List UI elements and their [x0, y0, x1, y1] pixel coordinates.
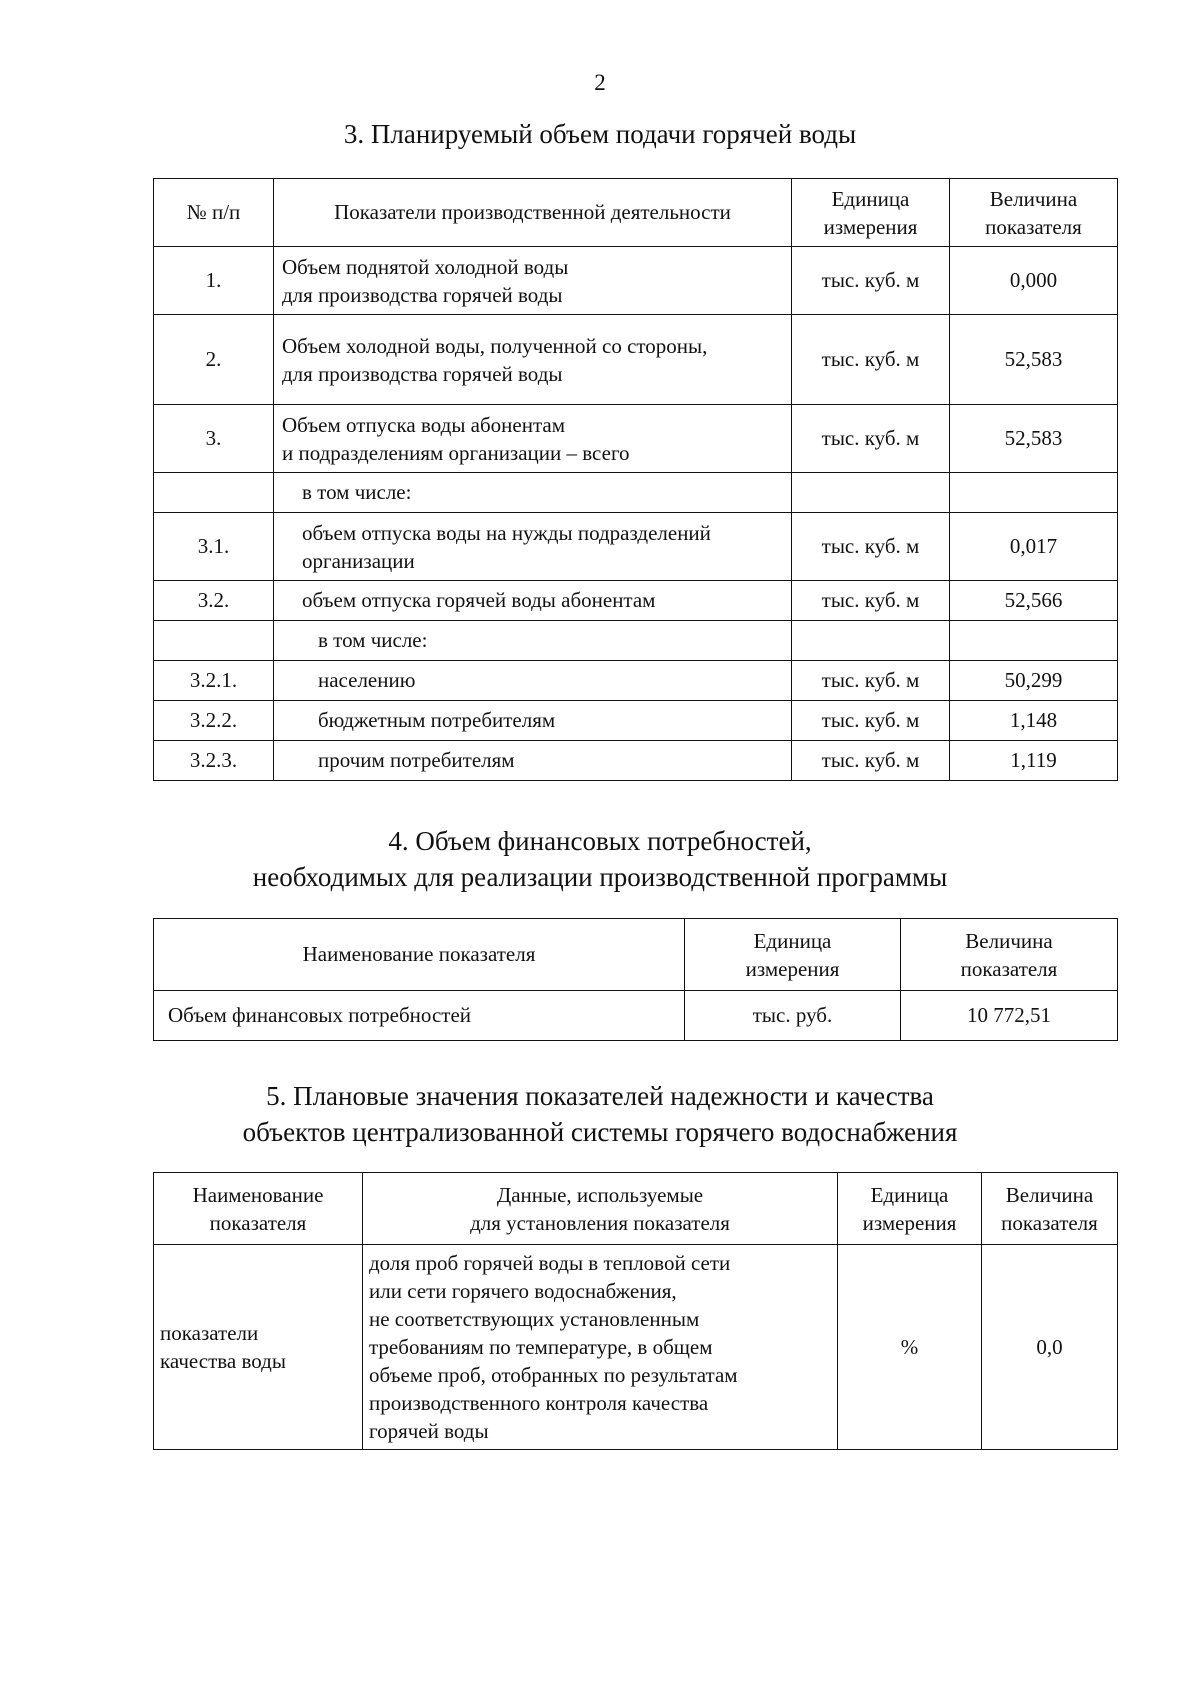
row-value — [950, 621, 1118, 661]
header-indicator: Показатели производственной деятельности — [274, 179, 792, 247]
row-name: населению — [274, 661, 792, 701]
row-num — [154, 621, 274, 661]
section-4-title-line1: 4. Объем финансовых потребностей, — [388, 826, 812, 856]
row-name: объем отпуска воды на нужды подразделений организации — [274, 513, 792, 581]
header-value: Величина показателя — [982, 1173, 1118, 1245]
row-unit: тыс. куб. м — [792, 741, 950, 781]
row-num: 2. — [154, 315, 274, 405]
table-header-row — [154, 179, 1118, 247]
table-header-row — [154, 1173, 1118, 1245]
row-unit: тыс. куб. м — [792, 513, 950, 581]
row-unit: % — [838, 1245, 982, 1450]
row-num: 1. — [154, 247, 274, 315]
table-row — [154, 473, 1118, 513]
row-unit — [792, 621, 950, 661]
header-unit: Единица измерения — [792, 179, 950, 247]
row-unit: тыс. руб. — [685, 991, 901, 1041]
row-value: 10 772,51 — [901, 991, 1118, 1041]
row-num — [154, 473, 274, 513]
row-unit: тыс. куб. м — [792, 701, 950, 741]
row-name: в том числе: — [274, 621, 792, 661]
section-4-title — [0, 823, 1200, 895]
row-value: 52,583 — [950, 315, 1118, 405]
table-row — [154, 315, 1118, 405]
table-row — [154, 661, 1118, 701]
row-name: бюджетным потребителям — [274, 701, 792, 741]
header-num: № п/п — [154, 179, 274, 247]
row-unit: тыс. куб. м — [792, 661, 950, 701]
reliability-quality-table — [153, 1172, 1118, 1450]
row-name: Объем поднятой холодной воды для производства горячей воды — [274, 247, 792, 315]
financial-needs-table — [153, 918, 1118, 1041]
table-row — [154, 581, 1118, 621]
table-row — [154, 405, 1118, 473]
row-name: в том числе: — [274, 473, 792, 513]
row-num: 3.2.1. — [154, 661, 274, 701]
row-name: Объем финансовых потребностей — [154, 991, 685, 1041]
row-name: показатели качества воды — [154, 1245, 363, 1450]
row-name: объем отпуска горячей воды абонентам — [274, 581, 792, 621]
row-value: 0,017 — [950, 513, 1118, 581]
row-unit: тыс. куб. м — [792, 581, 950, 621]
header-value: Величина показателя — [901, 919, 1118, 991]
row-num: 3. — [154, 405, 274, 473]
section-4-title-line2: необходимых для реализации производственной программы — [252, 862, 948, 892]
table-row — [154, 701, 1118, 741]
row-value: 0,000 — [950, 247, 1118, 315]
row-value: 50,299 — [950, 661, 1118, 701]
row-name: Объем отпуска воды абонентам и подразделениям организации – всего — [274, 405, 792, 473]
header-name: Наименование показателя — [154, 1173, 363, 1245]
row-num: 3.1. — [154, 513, 274, 581]
row-unit: тыс. куб. м — [792, 247, 950, 315]
header-value: Величина показателя — [950, 179, 1118, 247]
section-5-title-line2: объектов централизованной системы горячего водоснабжения — [242, 1117, 958, 1147]
header-unit: Единица измерения — [838, 1173, 982, 1245]
row-value: 0,0 — [982, 1245, 1118, 1450]
header-data: Данные, используемые для установления показателя — [363, 1173, 838, 1245]
row-value: 1,119 — [950, 741, 1118, 781]
row-description: доля проб горячей воды в тепловой сети или сети горячего водоснабжения, не соответствующих установленным требованиям по температуре, в общем объеме проб, отобранных по результатам производственного контроля качества горячей воды — [363, 1245, 838, 1450]
table-row — [154, 513, 1118, 581]
hot-water-supply-table — [153, 178, 1118, 781]
table-header-row — [154, 919, 1118, 991]
row-name: прочим потребителям — [274, 741, 792, 781]
row-num: 3.2.2. — [154, 701, 274, 741]
section-5-title-line1: 5. Плановые значения показателей надежности и качества — [266, 1081, 934, 1111]
row-num: 3.2. — [154, 581, 274, 621]
row-unit: тыс. куб. м — [792, 405, 950, 473]
row-value: 1,148 — [950, 701, 1118, 741]
section-5-title — [0, 1078, 1200, 1150]
row-unit — [792, 473, 950, 513]
row-unit: тыс. куб. м — [792, 315, 950, 405]
section-3-title: 3. Планируемый объем подачи горячей воды — [343, 119, 857, 149]
header-name: Наименование показателя — [154, 919, 685, 991]
table-row — [154, 1245, 1118, 1450]
row-value: 52,583 — [950, 405, 1118, 473]
row-num: 3.2.3. — [154, 741, 274, 781]
table-row — [154, 991, 1118, 1041]
table-row — [154, 247, 1118, 315]
table-row — [154, 741, 1118, 781]
row-value — [950, 473, 1118, 513]
row-name: Объем холодной воды, полученной со стороны, для производства горячей воды — [274, 315, 792, 405]
header-unit: Единица измерения — [685, 919, 901, 991]
table-row — [154, 621, 1118, 661]
page-number: 2 — [594, 70, 606, 95]
row-value: 52,566 — [950, 581, 1118, 621]
